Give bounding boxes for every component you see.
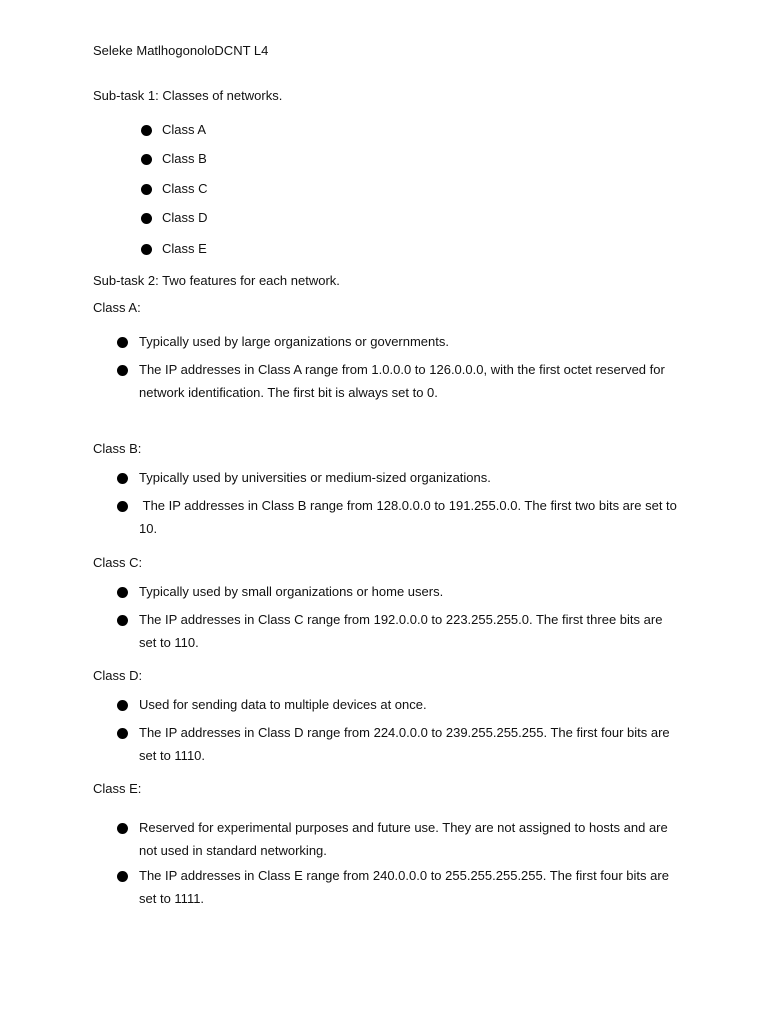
class-e-heading: Class E:: [93, 781, 142, 796]
bullet-icon: [141, 154, 152, 165]
feature-text: Typically used by large organizations or governments.: [139, 334, 449, 349]
author-line: Seleke MatlhogonoloDCNT L4: [93, 43, 269, 58]
feature-text: The IP addresses in Class C range from 192.0.0.0 to 223.255.255.0. The first three bits are set to 110.: [139, 612, 663, 650]
feature-text: Reserved for experimental purposes and future use. They are not assigned to hosts and are not used in standard networking.: [139, 820, 668, 858]
feature-text: The IP addresses in Class A range from 1.0.0.0 to 126.0.0.0, with the first octet reserved for network identification. The first bit is always set to 0.: [139, 362, 665, 400]
class-b-heading: Class B:: [93, 441, 142, 456]
bullet-icon: [117, 615, 128, 626]
list-item-text: Class E: [162, 241, 207, 256]
list-item-text: Class B: [162, 151, 207, 166]
feature-text: The IP addresses in Class E range from 240.0.0.0 to 255.255.255.255. The first four bits are set to 1111.: [139, 868, 669, 906]
class-a-heading: Class A:: [93, 300, 141, 315]
feature-text: Used for sending data to multiple devices at once.: [139, 697, 427, 712]
subtask1-title: Sub-task 1: Classes of networks.: [93, 88, 283, 103]
list-item-text: Class D: [162, 210, 208, 225]
bullet-icon: [141, 184, 152, 195]
bullet-icon: [141, 125, 152, 136]
bullet-icon: [117, 700, 128, 711]
class-c-heading: Class C:: [93, 555, 143, 570]
bullet-icon: [141, 213, 152, 224]
list-item-text: Class A: [162, 122, 207, 137]
bullet-icon: [117, 337, 128, 348]
bullet-icon: [117, 473, 128, 484]
bullet-icon: [117, 728, 128, 739]
bullet-icon: [117, 823, 128, 834]
subtask2-title: Sub-task 2: Two features for each network.: [93, 273, 340, 288]
list-item-text: Class C: [162, 181, 208, 196]
bullet-icon: [117, 501, 128, 512]
feature-text: The IP addresses in Class B range from 128.0.0.0 to 191.255.0.0. The first two bits are set to 10.: [139, 498, 681, 536]
feature-text: The IP addresses in Class D range from 224.0.0.0 to 239.255.255.255. The first four bits are set to 1110.: [139, 725, 670, 763]
feature-text: Typically used by universities or medium-sized organizations.: [139, 470, 491, 485]
bullet-icon: [141, 244, 152, 255]
feature-text: Typically used by small organizations or home users.: [139, 584, 444, 599]
bullet-icon: [117, 871, 128, 882]
bullet-icon: [117, 365, 128, 376]
bullet-icon: [117, 587, 128, 598]
class-d-heading: Class D:: [93, 668, 143, 683]
